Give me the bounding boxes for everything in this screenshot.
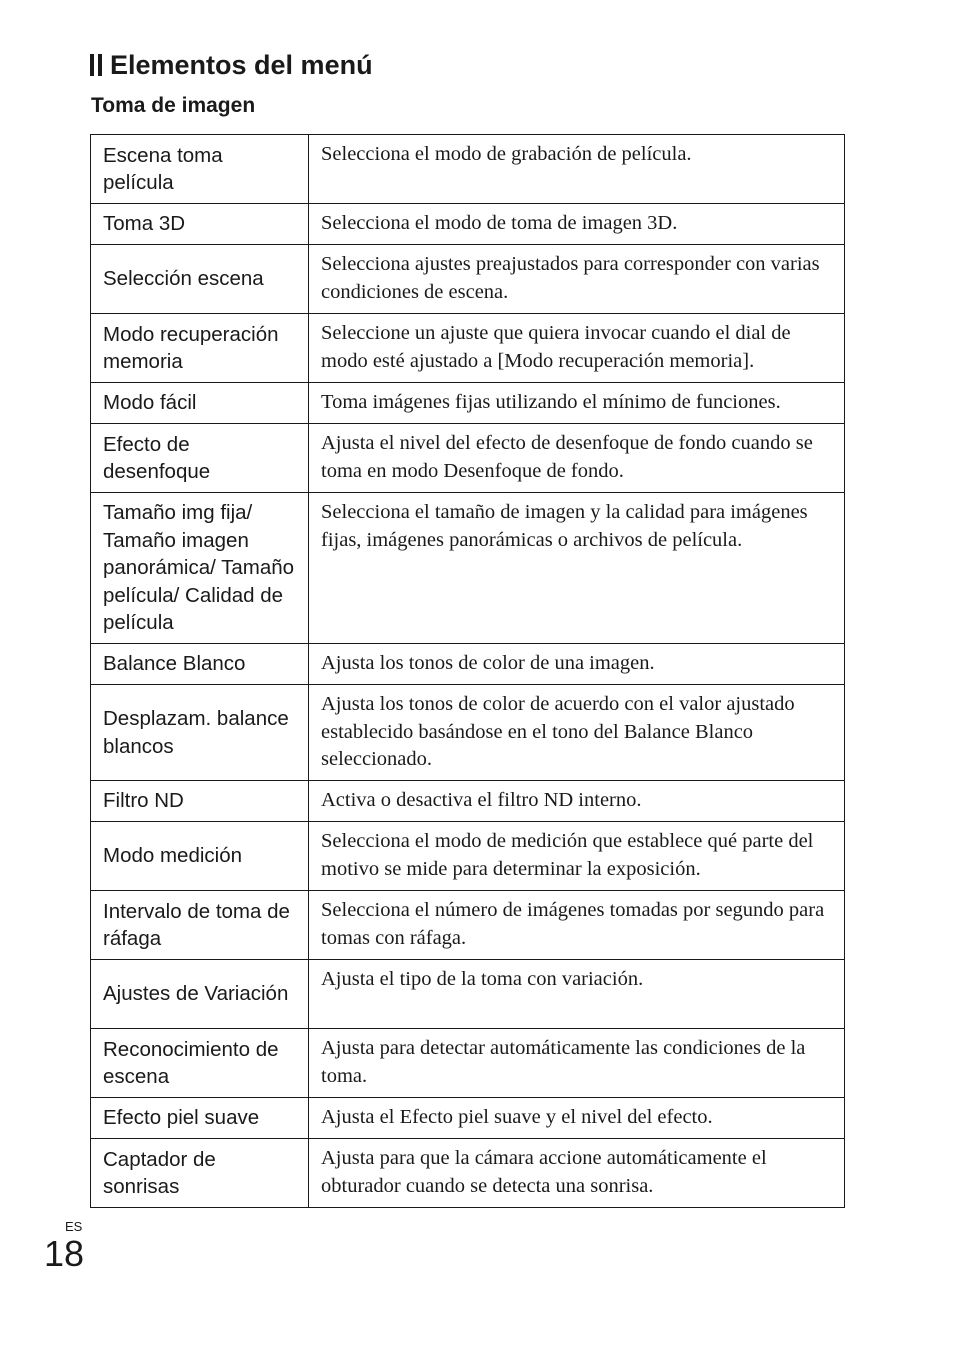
menu-item-description: Ajusta los tonos de color de una imagen.: [309, 644, 845, 685]
table-row: [91, 685, 845, 781]
menu-item-description: Selecciona el modo de medición que establece qué parte del motivo se mide para determinar la exposición.: [309, 822, 845, 891]
table-row: [91, 424, 845, 493]
menu-item-description: Selecciona el tamaño de imagen y la calidad para imágenes fijas, imágenes panorámicas o archivos de película.: [309, 493, 845, 644]
menu-item-description: Activa o desactiva el filtro ND interno.: [309, 781, 845, 822]
menu-item-description: Toma imágenes fijas utilizando el mínimo de funciones.: [309, 383, 845, 424]
menu-item-name: Efecto piel suave: [91, 1098, 309, 1139]
menu-item-description: Ajusta para detectar automáticamente las condiciones de la toma.: [309, 1029, 845, 1098]
table-row: [91, 1098, 845, 1139]
menu-item-description: Ajusta el nivel del efecto de desenfoque de fondo cuando se toma en modo Desenfoque de fondo.: [309, 424, 845, 493]
menu-item-name: Selección escena: [91, 245, 309, 314]
menu-item-name: Intervalo de toma de ráfaga: [91, 891, 309, 960]
menu-item-name: Modo recuperación memoria: [91, 314, 309, 383]
menu-item-name: Reconocimiento de escena: [91, 1029, 309, 1098]
menu-item-description: Ajusta el Efecto piel suave y el nivel del efecto.: [309, 1098, 845, 1139]
table-row: [91, 781, 845, 822]
table-row: [91, 891, 845, 960]
menu-item-name: Escena toma película: [91, 135, 309, 204]
menu-item-name: Toma 3D: [91, 204, 309, 245]
menu-item-description: Ajusta los tonos de color de acuerdo con el valor ajustado establecido basándose en el tono del Balance Blanco seleccionado.: [309, 685, 845, 781]
table-row: [91, 493, 845, 644]
menu-item-name: Modo medición: [91, 822, 309, 891]
section-subtitle: Toma de imagen: [91, 94, 256, 117]
table-row: [91, 960, 845, 1029]
menu-item-description: Selecciona ajustes preajustados para corresponder con varias condiciones de escena.: [309, 245, 845, 314]
page-number: 18: [44, 1233, 85, 1274]
menu-item-name: Desplazam. balance blancos: [91, 685, 309, 781]
menu-item-name: Tamaño img fija/ Tamaño imagen panorámica/ Tamaño película/ Calidad de película: [91, 493, 309, 644]
table-row: [91, 383, 845, 424]
menu-item-description: Ajusta para que la cámara accione automáticamente el obturador cuando se detecta una sonrisa.: [309, 1139, 845, 1208]
table-row: [91, 1139, 845, 1208]
page-language-code: ES: [65, 1219, 83, 1234]
table-row: [91, 204, 845, 245]
menu-item-description: Selecciona el modo de toma de imagen 3D.: [309, 204, 845, 245]
menu-item-name: Efecto de desenfoque: [91, 424, 309, 493]
table-row: [91, 245, 845, 314]
section-marker-icon: [90, 54, 103, 76]
table-row: [91, 822, 845, 891]
section-title: Elementos del menú: [110, 50, 373, 80]
menu-item-name: Balance Blanco: [91, 644, 309, 685]
section-heading: [90, 46, 373, 84]
menu-item-description: Selecciona el número de imágenes tomadas por segundo para tomas con ráfaga.: [309, 891, 845, 960]
table-row: [91, 135, 845, 204]
table-row: [91, 1029, 845, 1098]
table-row: [91, 644, 845, 685]
table-row: [91, 314, 845, 383]
menu-item-name: Filtro ND: [91, 781, 309, 822]
menu-item-description: Seleccione un ajuste que quiera invocar cuando el dial de modo esté ajustado a [Modo recuperación memoria].: [309, 314, 845, 383]
menu-item-description: Selecciona el modo de grabación de película.: [309, 135, 845, 204]
menu-item-name: Modo fácil: [91, 383, 309, 424]
menu-item-description: Ajusta el tipo de la toma con variación.: [309, 960, 845, 1029]
menu-item-name: Captador de sonrisas: [91, 1139, 309, 1208]
menu-items-table: [90, 134, 845, 1208]
menu-item-name: Ajustes de Variación: [91, 960, 309, 1029]
